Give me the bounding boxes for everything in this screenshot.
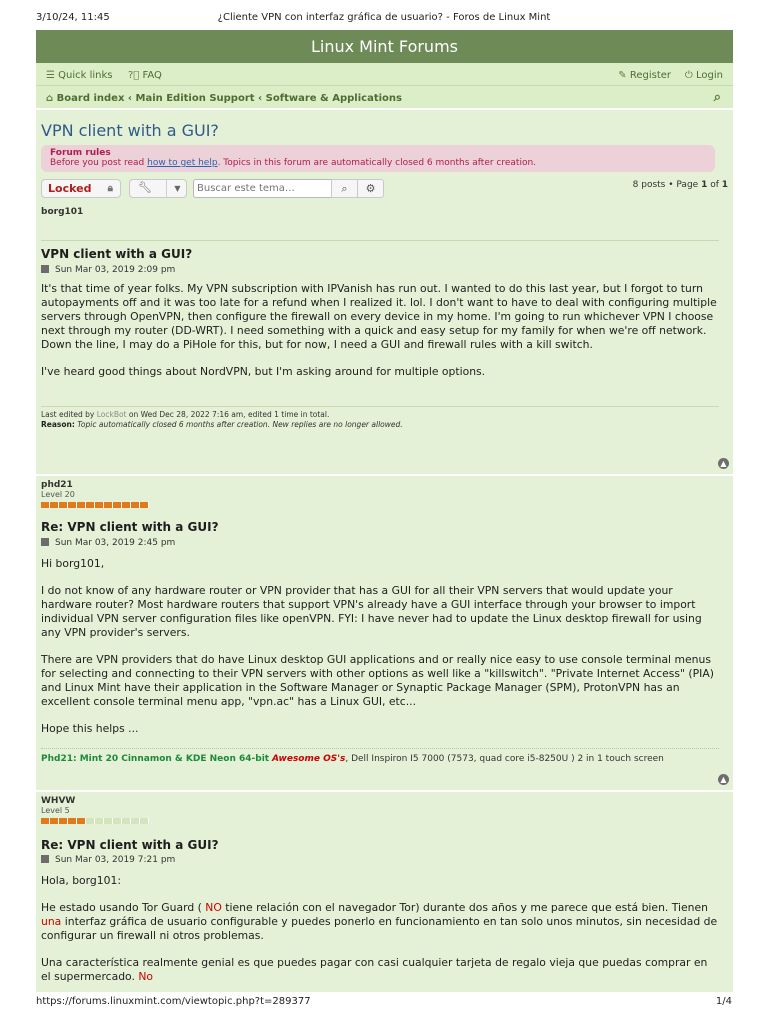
rank-segment [41, 502, 50, 508]
reason-text: Topic automatically closed 6 months after creation. New replies are no longer allowed. [77, 420, 403, 429]
login-link[interactable] [685, 70, 723, 81]
text-run: He estado usando Tor Guard ( [41, 901, 206, 914]
post-title[interactable]: VPN client with a GUI? [41, 247, 193, 261]
rank-segment [50, 502, 59, 508]
breadcrumb [36, 86, 733, 108]
print-footer [0, 996, 768, 1010]
topic-content [36, 110, 733, 992]
breadcrumb-separator-icon: ‹ [258, 93, 266, 104]
lock-icon: 🔒︎ [107, 183, 113, 194]
how-to-get-help-link[interactable]: how to get help [147, 158, 218, 168]
signature-green-text: Phd21: Mint 20 Cinnamon & KDE Neon 64-bit [41, 754, 270, 764]
text-run: interfaz gráfica de usuario configurable y puedes ponerlo en funcionamiento en tan solo unos minutos, sin necesidad de configurar un firewall ni otros problemas. [41, 915, 718, 942]
wrench-icon: 🔧︎ [138, 181, 152, 194]
post-paragraph: There are VPN providers that do have Linux desktop GUI applications and or really nice easy to use console terminal menus for selecting and connecting to their VPN servers with other options as well like a "killswitch". "Private Internet Access" (PIA) and Linux Mint have their application in the Software Manager or Synaptic Package Manager (SPM), ProtonVPN has an excellent console terminal menu app, "vpn.ac" has a Linux GUI, etc... [41, 653, 714, 708]
post-date [41, 855, 175, 865]
forum-rules-prefix: Before you post read [50, 158, 148, 168]
print-page-count: 1/4 [715, 996, 732, 1007]
post-title[interactable]: Re: VPN client with a GUI? [41, 520, 219, 534]
breadcrumb-board-index[interactable]: Board index [56, 93, 125, 104]
post-author-phd21[interactable]: phd21 [41, 480, 73, 490]
rank-segment [122, 502, 131, 508]
post-title[interactable]: Re: VPN client with a GUI? [41, 838, 219, 852]
reason-label: Reason: [41, 420, 75, 429]
post-date-text: Sun Mar 03, 2019 2:45 pm [55, 538, 176, 548]
text-run-red: una [41, 915, 62, 928]
breadcrumb-separator-icon: ‹ [127, 93, 136, 104]
rank-bar [41, 502, 149, 508]
rank-segment [104, 818, 113, 824]
nav-links-row [36, 63, 733, 86]
site-banner [36, 30, 733, 63]
divider [41, 240, 719, 241]
rank-segment [50, 818, 59, 824]
post-paragraph [41, 901, 719, 943]
advanced-search-button[interactable] [357, 179, 384, 198]
locked-label: Locked [48, 182, 92, 195]
rank-segment [131, 502, 140, 508]
rank-segment [68, 818, 77, 824]
search-button[interactable] [331, 179, 358, 198]
post-separator [36, 790, 733, 792]
post-paragraph: It's that time of year folks. My VPN subscription with IPVanish has run out. I wanted to do this last year, but I forgot to turn autopayments off and it was too late for a refund when I realized it. lol. I don't want to have to deal with configuring multiple servers through OpenVPN, then configure the firewall on every device in my home. I'm going to run whichever VPN I choose next through my router (DD-WRT). I need something with a quick and easy setup for my family for when we're off network. Down the line, I may do a PiHole for this, but for now, I need a GUI and firewall rules with a kill switch. [41, 282, 717, 351]
post-icon [41, 855, 49, 863]
text-run: Una característica realmente genial es que puedes pagar con casi cualquier tarjeta de regalo vieja que puedas comprar en el supermercado. [41, 956, 708, 983]
rank-segment [59, 502, 68, 508]
post-paragraph [41, 956, 719, 984]
user-rank: Level 5 [41, 806, 70, 815]
page-of: of [707, 180, 722, 190]
chevron-down-icon: ▼ [166, 180, 188, 197]
quick-links-label: Quick links [58, 70, 113, 81]
print-doc-title: ¿Cliente VPN con interfaz gráfica de usuario? - Foros de Linux Mint [217, 12, 551, 23]
faq-link[interactable] [128, 70, 162, 81]
edit-user-link[interactable]: LockBot [96, 410, 127, 419]
forum-page [36, 30, 733, 992]
register-icon: ✎ [618, 70, 627, 81]
menu-icon: ☰ [46, 70, 55, 81]
rank-bar [41, 818, 149, 824]
signature-rest-text: , Dell Inspiron I5 7000 (7573, quad core i5-8250U ) 2 in 1 touch screen [345, 754, 664, 764]
post-author-whvw[interactable]: WHVW [41, 796, 76, 806]
search-topic-input[interactable] [193, 179, 332, 198]
rank-segment [95, 818, 104, 824]
post-edit-notice [41, 406, 719, 430]
print-datetime: 3/10/24, 11:45 [36, 12, 110, 23]
rank-segment [59, 818, 68, 824]
post-paragraph: Hi borg101, [41, 557, 105, 570]
locked-button[interactable] [41, 179, 121, 198]
power-icon: ⏻ [684, 70, 693, 81]
text-run: tiene relación con el navegador Tor) durante dos años y me parece que está bien. Tienen [221, 901, 709, 914]
post-paragraph: I do not know of any hardware router or VPN provider that has a GUI for all their VPN servers that would update your hardware router? Most hardware routers that support VPN's already have a GUI interface through your browser to import individual VPN server configuration files like openVPN. FYI: I have never had to update the Linux desktop firewall for using any VPN provider's servers. [41, 584, 702, 639]
signature-red-text: Awesome OS's [271, 754, 346, 764]
pagination-prefix: 8 posts • Page [632, 180, 702, 190]
register-label: Register [629, 70, 671, 81]
login-label: Login [696, 70, 723, 81]
rank-segment [77, 818, 86, 824]
breadcrumb-main-edition-support[interactable]: Main Edition Support [135, 93, 255, 104]
post-body [41, 282, 719, 392]
post-body [41, 557, 719, 749]
search-icon: ⌕ [341, 182, 348, 195]
post-paragraph: Hope this helps ... [41, 722, 139, 735]
post-author-borg101[interactable]: borg101 [41, 207, 84, 217]
print-url: https://forums.linuxmint.com/viewtopic.php?t=289377 [36, 996, 311, 1007]
edit-count: 1 [274, 410, 279, 419]
post-separator [36, 474, 733, 476]
text-run-red: NO [205, 901, 222, 914]
rank-segment [77, 502, 86, 508]
post-date-text: Sun Mar 03, 2019 7:21 pm [55, 855, 176, 865]
page-total: 1 [721, 180, 728, 190]
rank-segment [122, 818, 131, 824]
rank-segment [140, 818, 149, 824]
text-run-red: No [138, 970, 154, 983]
rank-segment [86, 818, 95, 824]
rank-segment [131, 818, 140, 824]
rank-segment [140, 502, 149, 508]
post-icon [41, 265, 49, 273]
arrow-up-icon[interactable]: ▲ [718, 774, 729, 785]
edit-mid: on Wed Dec 28, 2022 7:16 am, edited [126, 410, 275, 419]
rank-segment [104, 502, 113, 508]
forum-rules-title: Forum rules [50, 148, 111, 158]
post-date-text: Sun Mar 03, 2019 2:09 pm [55, 265, 176, 275]
rank-segment [86, 502, 95, 508]
post-paragraph: Hola, borg101: [41, 874, 122, 887]
post-signature [41, 748, 719, 765]
topic-tools-button[interactable] [129, 179, 187, 198]
rank-segment [113, 818, 122, 824]
arrow-up-icon[interactable]: ▲ [718, 458, 729, 469]
search-icon[interactable]: ⌕ [713, 90, 721, 105]
post-date [41, 265, 175, 275]
post-body [41, 874, 719, 992]
forum-rules-suffix: . Topics in this forum are automatically closed 6 months after creation. [217, 158, 537, 168]
quick-links-button[interactable] [46, 70, 113, 81]
register-link[interactable] [618, 70, 671, 81]
gear-icon: ⚙ [365, 182, 376, 195]
rank-segment [68, 502, 77, 508]
post-date [41, 538, 175, 548]
page-current: 1 [701, 180, 708, 190]
navbar [36, 63, 733, 108]
home-icon: ⌂ [46, 93, 54, 104]
edit-suffix: time in total. [278, 410, 330, 419]
page-title[interactable]: VPN client with a GUI? [41, 121, 219, 140]
question-icon: ?⃝ [128, 70, 140, 81]
pagination [633, 180, 728, 190]
faq-label: FAQ [142, 70, 162, 81]
edit-prefix: Last edited by [41, 410, 97, 419]
rank-segment [95, 502, 104, 508]
breadcrumb-software-applications[interactable]: Software & Applications [265, 93, 402, 104]
forum-rules-box [41, 145, 715, 172]
rank-segment [113, 502, 122, 508]
user-rank: Level 20 [41, 490, 75, 499]
rank-segment [41, 818, 50, 824]
post-icon [41, 538, 49, 546]
site-title[interactable]: Linux Mint Forums [310, 37, 458, 56]
post-paragraph: I've heard good things about NordVPN, but I'm asking around for multiple options. [41, 365, 486, 378]
print-header [0, 12, 768, 26]
